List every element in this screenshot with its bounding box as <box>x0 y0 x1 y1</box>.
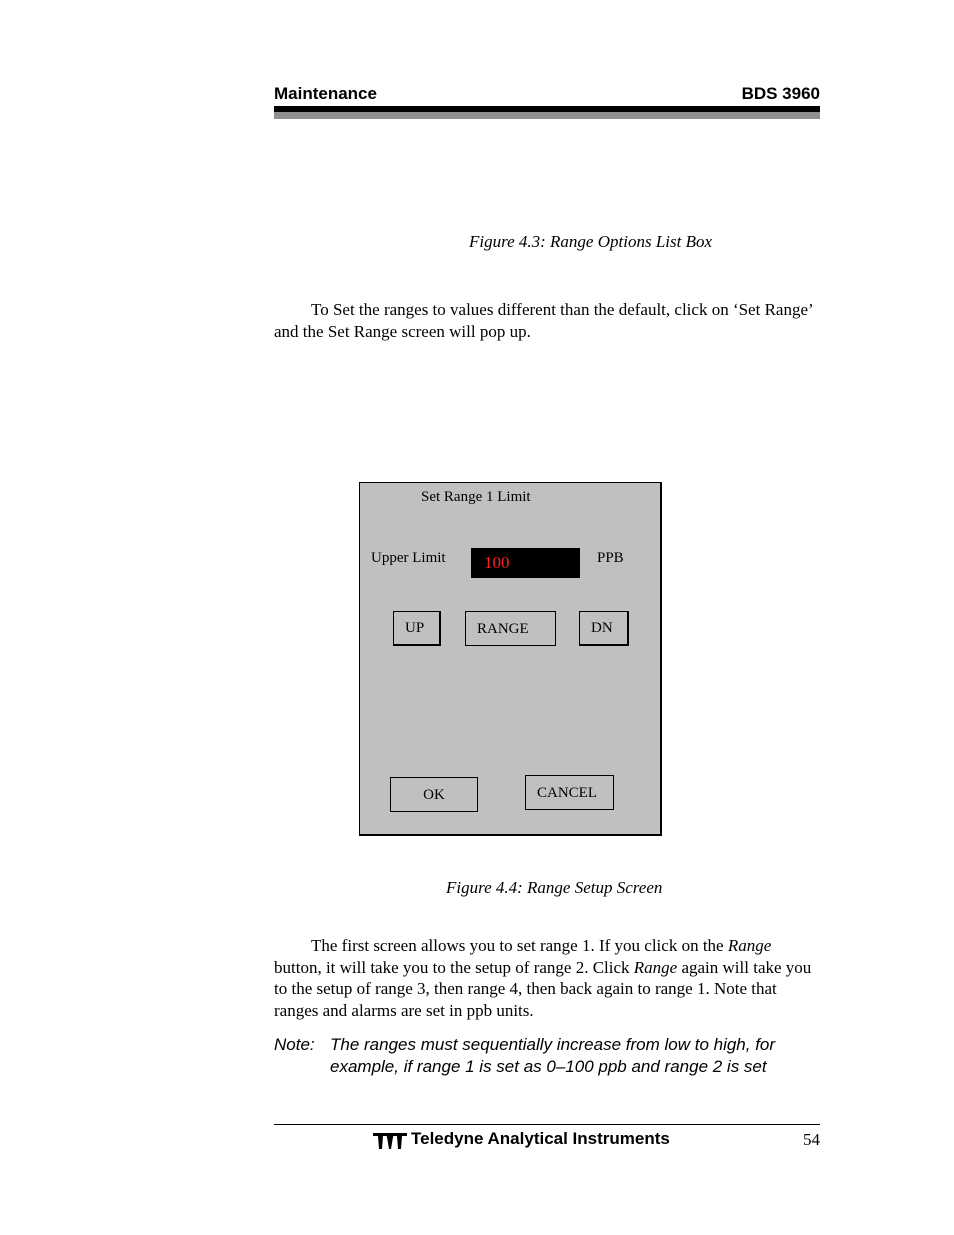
dialog-title: Set Range 1 Limit <box>421 489 531 505</box>
figure-4-4-caption: Figure 4.4: Range Setup Screen <box>446 878 663 897</box>
range-button[interactable]: RANGE <box>465 611 556 646</box>
header-rule-shadow <box>274 112 820 119</box>
paragraph-text-1: The first screen allows you to set range 1. If you click on the <box>311 936 728 955</box>
teledyne-logo-icon <box>373 1131 407 1151</box>
page-number: 54 <box>803 1130 820 1149</box>
note-text: The ranges must sequentially increase from low to high, for example, if range 1 is set as 0–100 ppb and range 2 is set <box>330 1035 776 1076</box>
footer-rule <box>274 1124 820 1125</box>
dn-button[interactable]: DN <box>579 611 629 646</box>
up-button[interactable]: UP <box>393 611 441 646</box>
intro-paragraph <box>274 299 820 342</box>
set-range-dialog <box>359 482 662 836</box>
range-emphasis: Range <box>727 936 772 955</box>
intro-paragraph-text: To Set the ranges to values different than the default, click on ‘Set Range’ and the Set Range screen will pop up. <box>274 300 813 341</box>
footer-company-name: Teledyne Analytical Instruments <box>411 1129 670 1148</box>
note-label: Note: <box>274 1035 315 1054</box>
range-explanation-paragraph <box>274 935 820 1021</box>
cancel-button[interactable]: CANCEL <box>525 775 614 810</box>
paragraph-text-2: button, it will take you to the setup of range 2. Click <box>274 957 634 977</box>
figure-4-3-caption: Figure 4.3: Range Options List Box <box>469 232 713 251</box>
upper-limit-label: Upper Limit <box>371 550 446 566</box>
ok-button[interactable]: OK <box>390 777 478 812</box>
range-emphasis: Range <box>633 957 678 977</box>
header-section-title: Maintenance <box>274 84 377 103</box>
unit-label: PPB <box>597 550 624 566</box>
header-model-name: BDS 3960 <box>741 84 820 103</box>
paragraph-text-3: again will take you to the setup of range 3, then range 4, then back again to range 1. Note that ranges and alarms are set in ppb units. <box>274 957 812 1020</box>
upper-limit-field[interactable]: 100 <box>471 548 580 578</box>
